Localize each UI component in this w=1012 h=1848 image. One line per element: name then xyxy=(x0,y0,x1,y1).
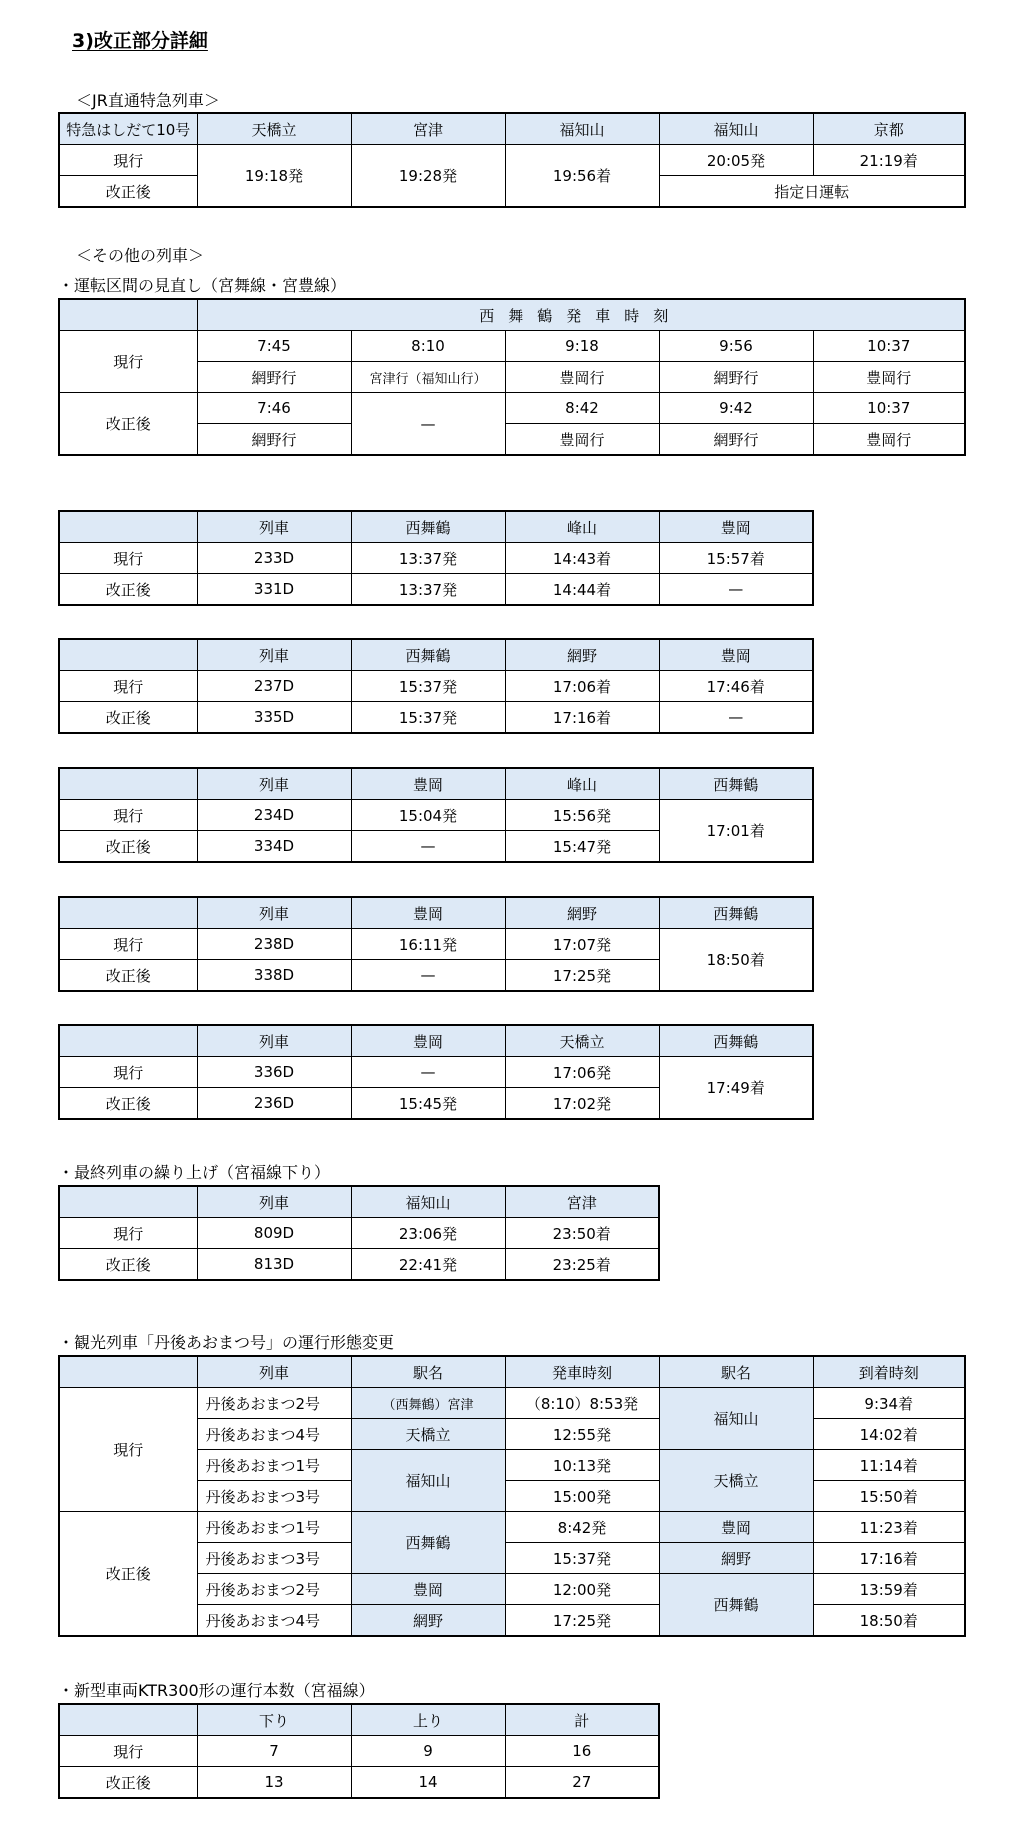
header-cell: 峰山 xyxy=(505,768,659,800)
cell: 15:57着 xyxy=(659,543,813,574)
cell: 813D xyxy=(197,1249,351,1281)
cell-kyoto-arr: 21:19着 xyxy=(813,145,965,176)
arr-time: 11:14着 xyxy=(813,1450,965,1481)
cell: — xyxy=(659,702,813,734)
header-cell: 駅名 xyxy=(659,1356,813,1388)
arr-time: 14:02着 xyxy=(813,1419,965,1450)
cell: 338D xyxy=(197,960,351,992)
cell-fukuchiyama-arr: 19:56着 xyxy=(505,145,659,208)
arr-time: 13:59着 xyxy=(813,1574,965,1605)
header-blank xyxy=(59,639,197,671)
header-cell: 列車 xyxy=(197,639,351,671)
dep-time: 12:55発 xyxy=(505,1419,659,1450)
row-label: 改正後 xyxy=(59,1767,197,1799)
dest-cell: 網野行 xyxy=(659,362,813,393)
dest-cell: 豊岡行 xyxy=(505,424,659,456)
time-cell: 7:46 xyxy=(197,393,351,424)
row-label: 改正後 xyxy=(59,1249,197,1281)
row-label-current: 現行 xyxy=(59,331,197,393)
arr-station: 網野 xyxy=(659,1543,813,1574)
cell: 13 xyxy=(197,1767,351,1799)
header-blank xyxy=(59,511,197,543)
dep-time: （8:10）8:53発 xyxy=(505,1388,659,1419)
dep-time: 12:00発 xyxy=(505,1574,659,1605)
row-label: 改正後 xyxy=(59,702,197,734)
ktr300-title: ・新型車両KTR300形の運行本数（宮福線） xyxy=(58,1681,375,1700)
dest-cell: 豊岡行 xyxy=(505,362,659,393)
header-cell: 天橋立 xyxy=(505,1025,659,1057)
cell: 17:07発 xyxy=(505,929,659,960)
header-cell: 駅名 xyxy=(351,1356,505,1388)
cell: 335D xyxy=(197,702,351,734)
dest-cell: 網野行 xyxy=(197,362,351,393)
train-table-234d xyxy=(58,767,814,863)
merged-arrival-cell: 17:01着 xyxy=(659,800,813,863)
train-name: 丹後あおまつ1号 xyxy=(197,1512,351,1543)
merged-arrival-cell: 17:49着 xyxy=(659,1057,813,1120)
page-title: 3)改正部分詳細 xyxy=(72,30,208,52)
header-cell: 列車 xyxy=(197,1025,351,1057)
time-cell: 8:42 xyxy=(505,393,659,424)
header-cell: 豊岡 xyxy=(351,1025,505,1057)
cell: — xyxy=(659,574,813,606)
jr-express-table xyxy=(58,112,966,208)
header-cell: 列車 xyxy=(197,768,351,800)
cell: 17:06発 xyxy=(505,1057,659,1088)
jr-section-title: ＜JR直通特急列車＞ xyxy=(76,91,220,110)
dest-cell: 網野行 xyxy=(197,424,351,456)
arr-time: 17:16着 xyxy=(813,1543,965,1574)
train-table-237d xyxy=(58,638,814,734)
cell: 9 xyxy=(351,1736,505,1767)
dest-cell: 網野行 xyxy=(659,424,813,456)
header-cell: 列車 xyxy=(197,897,351,929)
time-cell: 9:42 xyxy=(659,393,813,424)
dep-time: 10:13発 xyxy=(505,1450,659,1481)
dest-cell: 豊岡行 xyxy=(813,362,965,393)
cell: 17:25発 xyxy=(505,960,659,992)
row-label: 現行 xyxy=(59,800,197,831)
last-train-table xyxy=(58,1185,660,1281)
cell: 15:45発 xyxy=(351,1088,505,1120)
row-label: 改正後 xyxy=(59,574,197,606)
cell: 16 xyxy=(505,1736,659,1767)
dep-time: 15:00発 xyxy=(505,1481,659,1512)
dep-station: （西舞鶴）宮津 xyxy=(351,1388,505,1419)
train-table-233d xyxy=(58,510,814,606)
train-name: 丹後あおまつ1号 xyxy=(197,1450,351,1481)
cell: 23:50着 xyxy=(505,1218,659,1249)
arr-station: 福知山 xyxy=(659,1388,813,1450)
cell: 17:02発 xyxy=(505,1088,659,1120)
header-blank xyxy=(59,1356,197,1388)
cell: 7 xyxy=(197,1736,351,1767)
row-label-revised: 改正後 xyxy=(59,176,197,208)
header-blank xyxy=(59,1704,197,1736)
arr-time: 18:50着 xyxy=(813,1605,965,1637)
dest-cell: 豊岡行 xyxy=(813,424,965,456)
jr-header-station: 宮津 xyxy=(351,113,505,145)
header-cell: 到着時刻 xyxy=(813,1356,965,1388)
header-cell: 発車時刻 xyxy=(505,1356,659,1388)
tourist-train-table xyxy=(58,1355,966,1637)
row-label: 現行 xyxy=(59,543,197,574)
tourist-title: ・観光列車「丹後あおまつ号」の運行形態変更 xyxy=(58,1333,395,1352)
arr-time: 9:34着 xyxy=(813,1388,965,1419)
header-cell: 豊岡 xyxy=(659,511,813,543)
dep-time: 17:25発 xyxy=(505,1605,659,1637)
header-cell: 宮津 xyxy=(505,1186,659,1218)
header-cell: 西舞鶴 xyxy=(659,1025,813,1057)
cell: 16:11発 xyxy=(351,929,505,960)
cell: 23:25着 xyxy=(505,1249,659,1281)
dep-station: 豊岡 xyxy=(351,1574,505,1605)
cell: — xyxy=(351,831,505,863)
cell: 237D xyxy=(197,671,351,702)
header-blank xyxy=(59,897,197,929)
cell: 15:37発 xyxy=(351,702,505,734)
dep-time: 15:37発 xyxy=(505,1543,659,1574)
cell: — xyxy=(351,1057,505,1088)
header-cell: 西舞鶴 xyxy=(351,639,505,671)
cell-miyazu: 19:28発 xyxy=(351,145,505,208)
cell-fukuchiyama-dep: 20:05発 xyxy=(659,145,813,176)
cell: 809D xyxy=(197,1218,351,1249)
jr-header-station: 福知山 xyxy=(505,113,659,145)
row-label: 現行 xyxy=(59,929,197,960)
cell: 13:37発 xyxy=(351,574,505,606)
cell: 22:41発 xyxy=(351,1249,505,1281)
train-name: 丹後あおまつ3号 xyxy=(197,1543,351,1574)
last-train-title: ・最終列車の繰り上げ（宮福線下り） xyxy=(58,1163,331,1182)
header-cell: 豊岡 xyxy=(351,897,505,929)
cell: 334D xyxy=(197,831,351,863)
route-review-table xyxy=(58,298,966,456)
cell: 17:46着 xyxy=(659,671,813,702)
merged-arrival-cell: 18:50着 xyxy=(659,929,813,992)
cell: — xyxy=(351,960,505,992)
row-label: 改正後 xyxy=(59,960,197,992)
row-label: 現行 xyxy=(59,1218,197,1249)
cell: 336D xyxy=(197,1057,351,1088)
dep-station: 網野 xyxy=(351,1605,505,1637)
sub1-title: ・運転区間の見直し（宮舞線・宮豊線） xyxy=(58,276,347,295)
ktr300-table xyxy=(58,1703,660,1799)
header-cell: 列車 xyxy=(197,511,351,543)
cell-amanohashidate: 19:18発 xyxy=(197,145,351,208)
header-cell: 豊岡 xyxy=(659,639,813,671)
header-nishimaizuru-dep: 西舞鶴発車時刻 xyxy=(197,299,965,331)
jr-header-train: 特急はしだて10号 xyxy=(59,113,197,145)
header-cell: 列車 xyxy=(197,1186,351,1218)
dep-time: 8:42発 xyxy=(505,1512,659,1543)
row-label: 現行 xyxy=(59,1736,197,1767)
train-name: 丹後あおまつ2号 xyxy=(197,1574,351,1605)
header-blank xyxy=(59,768,197,800)
header-cell: 峰山 xyxy=(505,511,659,543)
jr-header-station: 天橋立 xyxy=(197,113,351,145)
arr-station: 天橋立 xyxy=(659,1450,813,1512)
row-label: 現行 xyxy=(59,671,197,702)
cell: 14 xyxy=(351,1767,505,1799)
jr-header-station: 福知山 xyxy=(659,113,813,145)
train-name: 丹後あおまつ4号 xyxy=(197,1605,351,1637)
arr-station: 西舞鶴 xyxy=(659,1574,813,1637)
dest-cell: 宮津行（福知山行） xyxy=(351,362,505,393)
header-cell: 計 xyxy=(505,1704,659,1736)
cell: 17:06着 xyxy=(505,671,659,702)
train-table-336d xyxy=(58,1024,814,1120)
cell: 17:16着 xyxy=(505,702,659,734)
train-name: 丹後あおまつ2号 xyxy=(197,1388,351,1419)
time-cell: 10:37 xyxy=(813,393,965,424)
cell: 238D xyxy=(197,929,351,960)
cell: 234D xyxy=(197,800,351,831)
header-cell: 上り xyxy=(351,1704,505,1736)
header-cell: 西舞鶴 xyxy=(659,768,813,800)
dep-station: 福知山 xyxy=(351,1450,505,1512)
row-label-revised: 改正後 xyxy=(59,1512,197,1637)
train-name: 丹後あおまつ4号 xyxy=(197,1419,351,1450)
row-label-revised: 改正後 xyxy=(59,393,197,456)
row-label: 改正後 xyxy=(59,831,197,863)
row-label: 現行 xyxy=(59,1057,197,1088)
arr-station: 豊岡 xyxy=(659,1512,813,1543)
cell: 14:44着 xyxy=(505,574,659,606)
cell: 23:06発 xyxy=(351,1218,505,1249)
header-blank xyxy=(59,1186,197,1218)
header-cell: 網野 xyxy=(505,639,659,671)
time-cell: 9:56 xyxy=(659,331,813,362)
row-label-current: 現行 xyxy=(59,1388,197,1512)
cell: 15:56発 xyxy=(505,800,659,831)
header-cell: 下り xyxy=(197,1704,351,1736)
row-label: 改正後 xyxy=(59,1088,197,1120)
header-cell: 列車 xyxy=(197,1356,351,1388)
header-cell: 西舞鶴 xyxy=(351,511,505,543)
dep-station: 天橋立 xyxy=(351,1419,505,1450)
time-cell: 10:37 xyxy=(813,331,965,362)
cell: 331D xyxy=(197,574,351,606)
header-blank xyxy=(59,299,197,331)
time-cell: 9:18 xyxy=(505,331,659,362)
time-cell: 8:10 xyxy=(351,331,505,362)
arr-time: 11:23着 xyxy=(813,1512,965,1543)
header-cell: 網野 xyxy=(505,897,659,929)
cell: 13:37発 xyxy=(351,543,505,574)
other-section-title: ＜その他の列車＞ xyxy=(76,246,205,265)
time-cell: 7:45 xyxy=(197,331,351,362)
cell: 236D xyxy=(197,1088,351,1120)
train-name: 丹後あおまつ3号 xyxy=(197,1481,351,1512)
cell: 15:04発 xyxy=(351,800,505,831)
dep-station: 西舞鶴 xyxy=(351,1512,505,1574)
cell: 15:47発 xyxy=(505,831,659,863)
header-cell: 豊岡 xyxy=(351,768,505,800)
arr-time: 15:50着 xyxy=(813,1481,965,1512)
dash-cell: — xyxy=(351,393,505,456)
header-cell: 西舞鶴 xyxy=(659,897,813,929)
cell: 27 xyxy=(505,1767,659,1799)
cell-designated-days: 指定日運転 xyxy=(659,176,965,208)
cell: 14:43着 xyxy=(505,543,659,574)
header-blank xyxy=(59,1025,197,1057)
jr-header-station: 京都 xyxy=(813,113,965,145)
header-cell: 福知山 xyxy=(351,1186,505,1218)
row-label-current: 現行 xyxy=(59,145,197,176)
cell: 233D xyxy=(197,543,351,574)
train-table-238d xyxy=(58,896,814,992)
cell: 15:37発 xyxy=(351,671,505,702)
